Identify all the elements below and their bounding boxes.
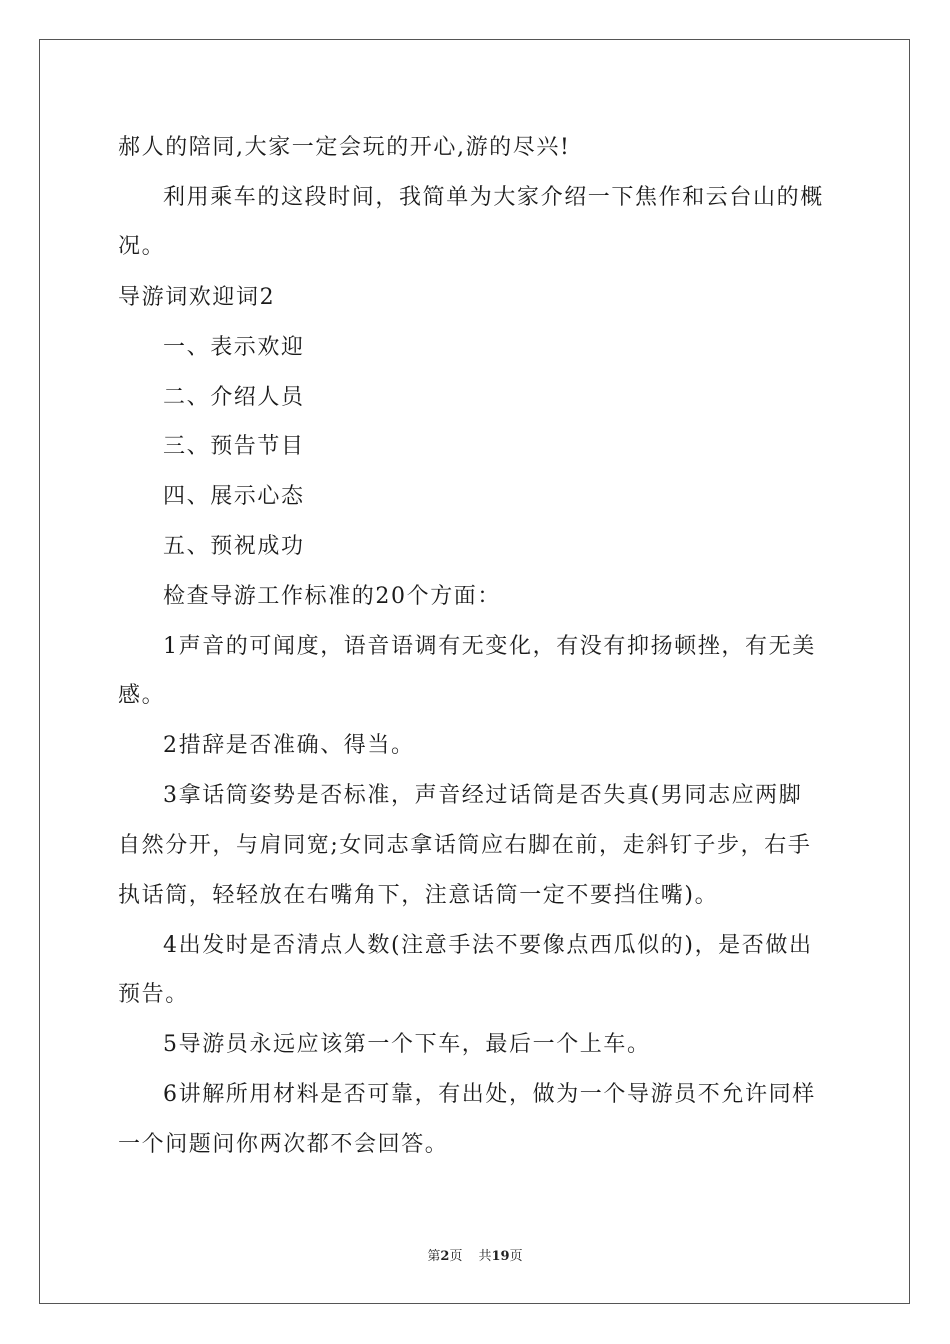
text-line: 预告。 [118, 982, 189, 1007]
page-footer [0, 1248, 950, 1266]
text-line: 1声音的可闻度，语音语调有无变化，有没有抑扬顿挫，有无美 [163, 634, 816, 659]
text-line: 况。 [118, 234, 166, 259]
page-prefix: 第 [427, 1249, 441, 1264]
list-item: 一、表示欢迎 [163, 335, 305, 360]
total-prefix: 共 [478, 1249, 492, 1264]
page-suffix: 页 [449, 1249, 463, 1264]
text-line: 一个问题问你两次都不会回答。 [118, 1132, 449, 1157]
text-line: 自然分开，与肩同宽;女同志拿话筒应右脚在前，走斜钉子步，右手 [118, 833, 812, 858]
text-line: 执话筒，轻轻放在右嘴角下，注意话筒一定不要挡住嘴)。 [118, 883, 719, 908]
text-line: 4出发时是否清点人数(注意手法不要像点西瓜似的)，是否做出 [163, 933, 813, 958]
text-line: 利用乘车的这段时间，我简单为大家介绍一下焦作和云台山的概 [163, 185, 824, 210]
text-line: 检查导游工作标准的20个方面： [163, 584, 501, 609]
list-item: 四、展示心态 [163, 484, 305, 509]
text-line: 感。 [118, 683, 166, 708]
text-line: 3拿话筒姿势是否标准，声音经过话筒是否失真(男同志应两脚 [163, 783, 803, 808]
list-item: 三、预告节目 [163, 434, 305, 459]
text-line: 2措辞是否准确、得当。 [163, 733, 415, 758]
page-number: 2 [440, 1249, 450, 1264]
page-border [39, 39, 910, 1304]
total-pages: 19 [491, 1249, 510, 1264]
text-line: 郝人的陪同,大家一定会玩的开心,游的尽兴! [118, 135, 571, 160]
list-item: 五、预祝成功 [163, 534, 305, 559]
list-item: 二、介绍人员 [163, 385, 305, 410]
section-heading: 导游词欢迎词2 [118, 285, 276, 310]
text-line: 5导游员永远应该第一个下车，最后一个上车。 [163, 1032, 651, 1057]
total-suffix: 页 [509, 1249, 523, 1264]
text-line: 6讲解所用材料是否可靠，有出处，做为一个导游员不允许同样 [163, 1082, 816, 1107]
